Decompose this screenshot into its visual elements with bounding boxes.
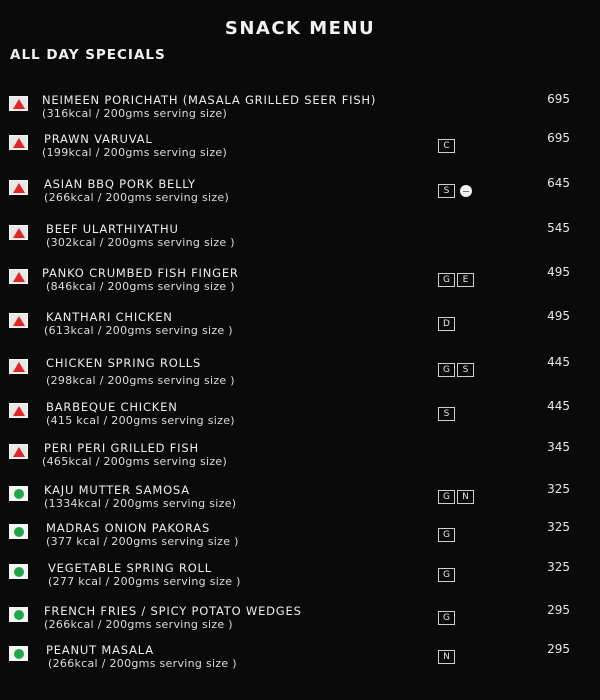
veg-marker-icon xyxy=(9,607,28,622)
menu-item xyxy=(0,176,600,216)
veg-marker-icon xyxy=(9,524,28,539)
allergen-tags xyxy=(438,139,455,153)
allergen-tags xyxy=(438,568,455,582)
non-veg-marker-icon xyxy=(9,444,28,459)
allergen-tag: S xyxy=(457,363,474,377)
item-name: MADRAS ONION PAKORAS xyxy=(46,521,211,535)
menu-item xyxy=(0,131,600,171)
allergen-tag: G xyxy=(438,611,455,625)
item-calories: (465kcal / 200gms serving size) xyxy=(42,455,228,468)
item-name: PANKO CRUMBED FISH FINGER xyxy=(42,266,239,280)
item-calories: (1334kcal / 200gms serving size) xyxy=(44,497,237,510)
item-calories: (298kcal / 200gms serving size ) xyxy=(46,374,235,387)
item-price: 325 xyxy=(547,520,570,534)
non-veg-marker-icon xyxy=(9,180,28,195)
green-dot-icon xyxy=(14,567,24,577)
non-veg-marker-icon xyxy=(9,135,28,150)
item-name: PEANUT MASALA xyxy=(46,643,154,657)
allergen-tag: S xyxy=(438,407,455,421)
red-triangle-icon xyxy=(13,138,25,148)
allergen-tags xyxy=(438,407,455,421)
item-calories: (266kcal / 200gms serving size ) xyxy=(44,618,233,631)
allergen-tag: D xyxy=(438,317,455,331)
item-calories: (266kcal / 200gms serving size ) xyxy=(48,657,237,670)
non-veg-marker-icon xyxy=(9,96,28,111)
non-veg-marker-icon xyxy=(9,403,28,418)
menu-item xyxy=(0,440,600,480)
item-name: KAJU MUTTER SAMOSA xyxy=(44,483,190,497)
red-triangle-icon xyxy=(13,228,25,238)
green-dot-icon xyxy=(14,649,24,659)
red-triangle-icon xyxy=(13,447,25,457)
non-veg-marker-icon xyxy=(9,269,28,284)
section-heading: ALL DAY SPECIALS xyxy=(10,47,166,63)
non-veg-marker-icon xyxy=(9,225,28,240)
item-calories: (377 kcal / 200gms serving size ) xyxy=(46,535,239,548)
non-veg-marker-icon xyxy=(9,313,28,328)
item-name: BEEF ULARTHIYATHU xyxy=(46,222,179,236)
item-name: CHICKEN SPRING ROLLS xyxy=(46,356,202,370)
item-name: ASIAN BBQ PORK BELLY xyxy=(44,177,196,191)
item-price: 495 xyxy=(547,265,570,279)
allergen-tag: C xyxy=(438,139,455,153)
red-triangle-icon xyxy=(13,362,25,372)
smiley-icon xyxy=(460,185,472,197)
item-price: 445 xyxy=(547,355,570,369)
item-calories: (266kcal / 200gms serving size) xyxy=(44,191,230,204)
item-calories: (302kcal / 200gms serving size ) xyxy=(46,236,235,249)
veg-marker-icon xyxy=(9,564,28,579)
item-calories: (846kcal / 200gms serving size ) xyxy=(46,280,235,293)
red-triangle-icon xyxy=(13,183,25,193)
item-name: NEIMEEN PORICHATH (MASALA GRILLED SEER FISH) xyxy=(42,93,377,107)
veg-marker-icon xyxy=(9,486,28,501)
menu-item xyxy=(0,399,600,439)
item-price: 645 xyxy=(547,176,570,190)
non-veg-marker-icon xyxy=(9,359,28,374)
menu-item xyxy=(0,92,600,132)
item-price: 695 xyxy=(547,131,570,145)
menu-item xyxy=(0,355,600,395)
allergen-tag: G xyxy=(438,490,455,504)
item-name: PRAWN VARUVAL xyxy=(44,132,153,146)
item-price: 295 xyxy=(547,603,570,617)
allergen-tags xyxy=(438,611,455,625)
item-calories: (199kcal / 200gms serving size) xyxy=(42,146,228,159)
allergen-tag: G xyxy=(438,568,455,582)
item-price: 295 xyxy=(547,642,570,656)
item-price: 495 xyxy=(547,309,570,323)
item-price: 545 xyxy=(547,221,570,235)
veg-marker-icon xyxy=(9,646,28,661)
allergen-tag: G xyxy=(438,363,455,377)
item-price: 325 xyxy=(547,482,570,496)
menu-item xyxy=(0,520,600,560)
menu-item xyxy=(0,603,600,643)
item-calories: (316kcal / 200gms serving size) xyxy=(42,107,228,120)
item-name: BARBEQUE CHICKEN xyxy=(46,400,178,414)
item-name: VEGETABLE SPRING ROLL xyxy=(48,561,212,575)
item-price: 695 xyxy=(547,92,570,106)
allergen-tag: G xyxy=(438,528,455,542)
item-price: 445 xyxy=(547,399,570,413)
menu-item xyxy=(0,560,600,600)
allergen-tags xyxy=(438,184,472,198)
item-calories: (277 kcal / 200gms serving size ) xyxy=(48,575,241,588)
allergen-tag: G xyxy=(438,273,455,287)
item-price: 325 xyxy=(547,560,570,574)
item-calories: (613kcal / 200gms serving size ) xyxy=(44,324,233,337)
allergen-tags xyxy=(438,650,455,664)
item-price: 345 xyxy=(547,440,570,454)
menu-item xyxy=(0,221,600,261)
item-name: KANTHARI CHICKEN xyxy=(46,310,173,324)
allergen-tags xyxy=(438,273,474,287)
green-dot-icon xyxy=(14,489,24,499)
allergen-tag: N xyxy=(457,490,474,504)
allergen-tags xyxy=(438,317,455,331)
menu-item xyxy=(0,482,600,522)
allergen-tags xyxy=(438,363,474,377)
green-dot-icon xyxy=(14,527,24,537)
green-dot-icon xyxy=(14,610,24,620)
menu-item xyxy=(0,265,600,305)
allergen-tag: S xyxy=(438,184,455,198)
menu-item xyxy=(0,642,600,682)
red-triangle-icon xyxy=(13,406,25,416)
item-name: FRENCH FRIES / SPICY POTATO WEDGES xyxy=(44,604,302,618)
menu-title: SNACK MENU xyxy=(224,18,376,39)
red-triangle-icon xyxy=(13,272,25,282)
menu-item xyxy=(0,309,600,349)
red-triangle-icon xyxy=(13,316,25,326)
red-triangle-icon xyxy=(13,99,25,109)
allergen-tag: N xyxy=(438,650,455,664)
allergen-tags xyxy=(438,490,474,504)
allergen-tags xyxy=(438,528,455,542)
item-name: PERI PERI GRILLED FISH xyxy=(44,441,199,455)
item-calories: (415 kcal / 200gms serving size) xyxy=(46,414,235,427)
allergen-tag: E xyxy=(457,273,474,287)
